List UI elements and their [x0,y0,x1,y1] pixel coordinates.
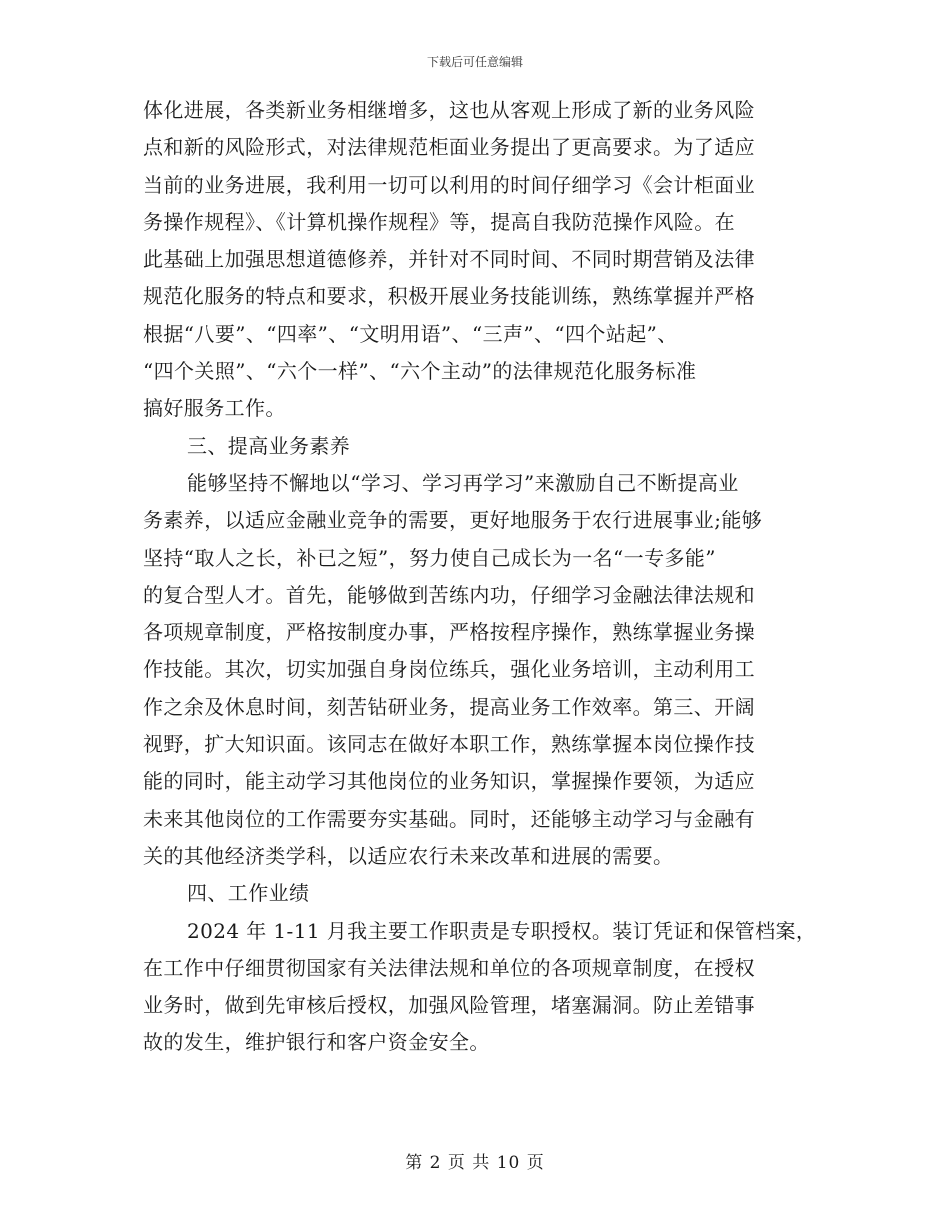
body-line: 视野，扩大知识面。该同志在做好本职工作，熟练掌握本岗位操作技 [143,732,755,757]
section-heading: 四、工作业绩 [187,881,310,906]
page-number-footer: 第 2 页 共 10 页 [405,1153,545,1173]
body-line: 搞好服务工作。 [143,396,286,421]
body-line: 能的同时，能主动学习其他岗位的业务知识，掌握操作要领，为适应 [143,769,755,794]
body-line: 关的其他经济类学科，以适应农行未来改革和进展的需要。 [143,843,674,868]
body-line: 在工作中仔细贯彻国家有关法律法规和单位的各项规章制度，在授权 [143,955,755,980]
body-line: 点和新的风险形式，对法律规范柜面业务提出了更高要求。为了适应 [143,135,755,160]
body-line: 故的发生，维护银行和客户资金安全。 [143,1030,490,1055]
body-line: 各项规章制度，严格按制度办事，严格按程序操作，熟练掌握业务操 [143,620,755,645]
page-header: 下载后可任意编辑 [426,55,523,69]
body-line: “四个关照”、“六个一样”、“六个主动”的法律规范化服务标准 [143,359,697,384]
body-line: 此基础上加强思想道德修养，并针对不同时间、不同时期营销及法律 [143,247,755,272]
paragraph-first-line: 2024 年 1-11 月我主要工作职责是专职授权。装订凭证和保管档案， [187,918,817,943]
body-line: 业务时，做到先审核后授权，加强风险管理，堵塞漏洞。防止差错事 [143,993,755,1018]
body-line: 根据“八要”、“四率”、“文明用语”、“三声”、“四个站起”、 [143,321,678,346]
body-line: 坚持“取人之长，补已之短”，努力使自己成长为一名“一专多能” [143,545,716,570]
body-line: 体化进展，各类新业务相继增多，这也从客观上形成了新的业务风险 [143,98,755,122]
body-line: 未来其他岗位的工作需要夯实基础。同时，还能够主动学习与金融有 [143,806,755,831]
body-line: 作技能。其次，切实加强自身岗位练兵，强化业务培训，主动利用工 [143,657,755,682]
body-line: 当前的业务进展，我利用一切可以利用的时间仔细学习《会计柜面业 [143,172,755,197]
body-line: 的复合型人才。首先，能够做到苦练内功，仔细学习金融法律法规和 [143,582,755,607]
section-heading: 三、提高业务素养 [187,433,351,458]
paragraph-first-line: 能够坚持不懈地以“学习、学习再学习”来激励自己不断提高业 [187,470,739,495]
document-body [143,92,823,1062]
body-line: 作之余及休息时间，刻苦钻研业务，提高业务工作效率。第三、开阔 [143,694,755,719]
body-line: 务素养，以适应金融业竞争的需要，更好地服务于农行进展事业;能够 [143,508,763,533]
body-line: 规范化服务的特点和要求，积极开展业务技能训练，熟练掌握并严格 [143,284,755,309]
body-line: 务操作规程》、《计算机操作规程》等，提高自我防范操作风险。在 [143,209,735,234]
